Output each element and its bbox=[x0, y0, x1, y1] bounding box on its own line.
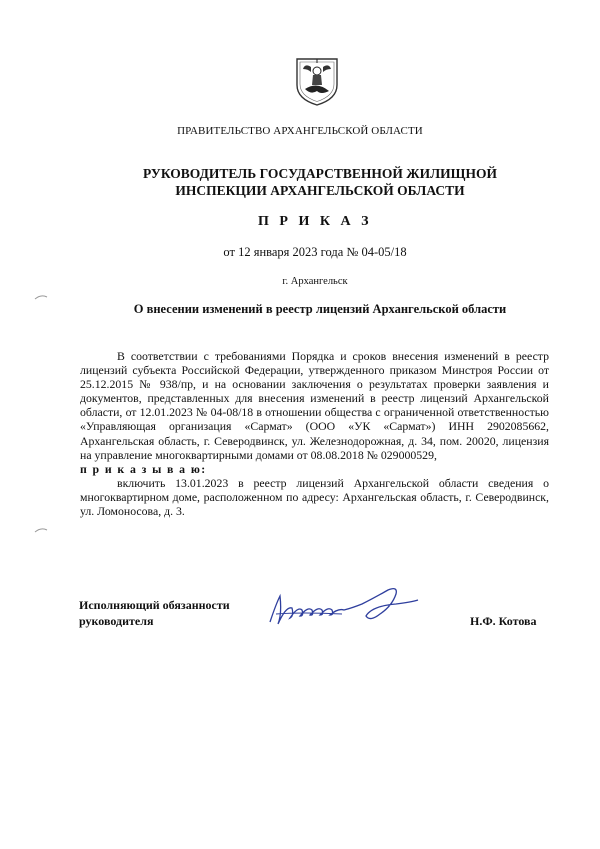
signatory-position bbox=[79, 597, 230, 629]
authority-line-2: ИНСПЕКЦИИ АРХАНГЕЛЬСКОЙ ОБЛАСТИ bbox=[175, 183, 465, 198]
document-date-number: от 12 января 2023 года № 04-05/18 bbox=[223, 245, 407, 259]
order-word-text: п р и к а з ы в а ю: bbox=[80, 461, 207, 476]
punch-mark-top bbox=[34, 294, 48, 300]
signatory-name: Н.Ф. Котова bbox=[470, 614, 537, 628]
decision-paragraph: включить 13.01.2023 в реестр лицензий Архангельской области сведения о многоквартирном доме, расположенном по адресу: Архангельская область, г. Северодвинск, ул. Ломоносова, д. 3. bbox=[80, 475, 549, 519]
handwritten-signature bbox=[262, 584, 422, 634]
coat-of-arms-icon bbox=[291, 55, 343, 107]
basis-paragraph: В соответствии с требованиями Порядка и сроков внесения изменений в реестр лицензий субъекта Российской Федерации, утвержденного приказом Минстроя России от 25.12.2015 № 938/пр, и на основании заключения о результатах проверки заявления и документов, представленных для внесения изменений в реестр лицензий Архангельской области, от 12.01.2023 № 04-08/18 в отношении общества с ограниченной ответственностью «Управляющая организация «Сармат» (ООО «УК «Сармат») ИНН 2902085662, Архангельская область, г. Северодвинск, ул. Железнодорожная, д. 34, пом. 20020, лицензия на управление многоквартирными домами от 08.08.2018 № 029000529, bbox=[80, 349, 549, 462]
government-name: ПРАВИТЕЛЬСТВО АРХАНГЕЛЬСКОЙ ОБЛАСТИ bbox=[177, 125, 423, 137]
document-subject: О внесении изменений в реестр лицензий Архангельской области bbox=[133, 302, 507, 316]
issuing-authority bbox=[80, 165, 560, 199]
order-word bbox=[80, 462, 549, 476]
punch-mark-bottom bbox=[34, 527, 48, 533]
signatory-position-line-1: Исполняющий обязанности bbox=[79, 598, 230, 612]
document-city: г. Архангельск bbox=[282, 276, 348, 287]
document-type: П Р И К А З bbox=[258, 214, 372, 229]
signatory-position-line-2: руководителя bbox=[79, 614, 154, 628]
authority-line-1: РУКОВОДИТЕЛЬ ГОСУДАРСТВЕННОЙ ЖИЛИЩНОЙ bbox=[143, 166, 497, 181]
document-body bbox=[80, 349, 549, 518]
